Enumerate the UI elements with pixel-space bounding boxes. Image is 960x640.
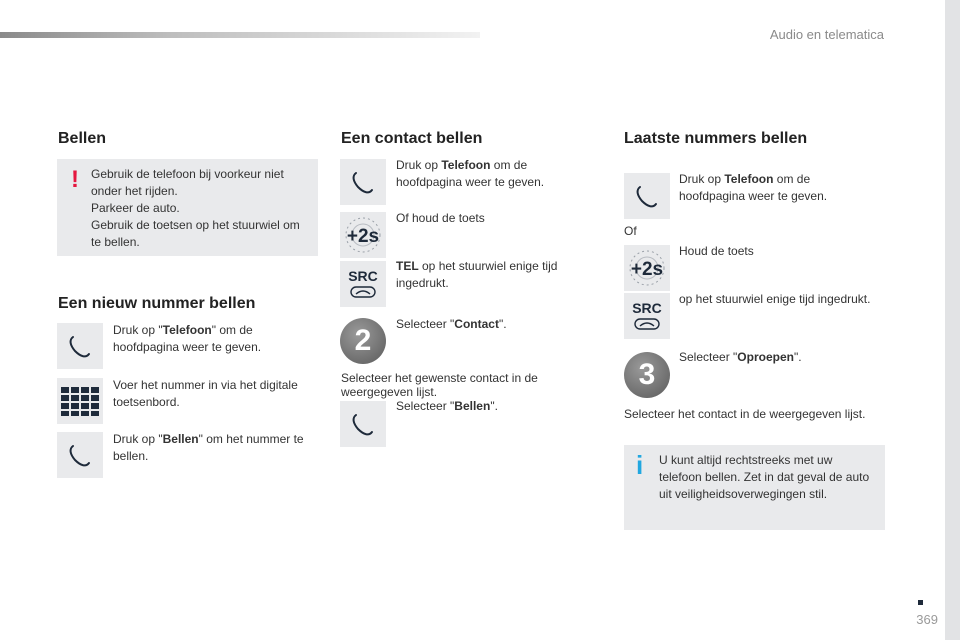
step-number-3: 3 — [624, 352, 670, 398]
page-marker — [918, 600, 923, 605]
phone-icon — [57, 432, 103, 478]
section-title: Audio en telematica — [769, 27, 884, 42]
col1-step1-text: Druk op "Telefoon" om de hoofdpagina weer te geven. — [113, 323, 262, 354]
warning-icon: ! — [71, 166, 79, 193]
header-bar — [0, 32, 480, 38]
col2-step6-text: Selecteer "Bellen". — [396, 399, 498, 413]
info-icon: i — [636, 450, 644, 480]
src-label: SRC — [632, 300, 662, 316]
src-button-icon — [340, 261, 386, 307]
phone-icon — [624, 173, 670, 219]
hold-2s-icon — [340, 212, 386, 258]
col3-step5-text: Selecteer het contact in de weergegeven lijst. — [624, 407, 866, 421]
hold-2s-icon — [624, 245, 670, 291]
info-text: U kunt altijd rechtstreeks met uw telefoon bellen. Zet in dat geval de auto uit veiligheidsoverwegingen stil. — [659, 453, 870, 501]
src-label: SRC — [348, 268, 378, 284]
phone-icon — [57, 323, 103, 369]
col1-step2-text: Voer het nummer in via het digitale toetsenbord. — [113, 378, 298, 409]
phone-icon — [340, 401, 386, 447]
col2-step1-text: Druk op Telefoon om de hoofdpagina weer te geven. — [396, 158, 545, 189]
or-label: Of — [624, 224, 637, 238]
col3-step2-text: Houd de toets — [679, 244, 754, 258]
keypad-icon — [57, 378, 103, 424]
col2-step3-text: TEL op het stuurwiel enige tijd ingedrukt. — [396, 259, 558, 290]
col1-subtitle: Een nieuw nummer bellen — [58, 295, 256, 312]
col2-step4-text: Selecteer "Contact". — [396, 317, 507, 331]
hold-2s-label: +2s — [346, 226, 380, 247]
src-button-icon — [624, 293, 670, 339]
col1-step3-text: Druk op "Bellen" om het nummer te bellen. — [113, 432, 304, 463]
col3-step1-text: Druk op Telefoon om de hoofdpagina weer te geven. — [679, 172, 828, 203]
col1-title: Bellen — [58, 130, 107, 147]
warning-text: Gebruik de telefoon bij voorkeur niet onder het rijden. Parkeer de auto. Gebruik de toetsen op het stuurwiel om te bellen. — [91, 167, 300, 249]
phone-icon — [340, 159, 386, 205]
col2-step2-text: Of houd de toets — [396, 211, 485, 225]
col3-step3-text: op het stuurwiel enige tijd ingedrukt. — [679, 292, 871, 306]
col3-title: Laatste nummers bellen — [624, 130, 808, 147]
page-edge-strip — [945, 0, 960, 640]
col3-step4-text: Selecteer "Oproepen". — [679, 350, 802, 364]
col2-step5-text: Selecteer het gewenste contact in de weergegeven lijst. — [341, 371, 538, 399]
hold-2s-label: +2s — [630, 259, 664, 280]
page-number: 369 — [916, 612, 938, 627]
col2-title: Een contact bellen — [341, 130, 483, 147]
step-number-2: 2 — [340, 318, 386, 364]
